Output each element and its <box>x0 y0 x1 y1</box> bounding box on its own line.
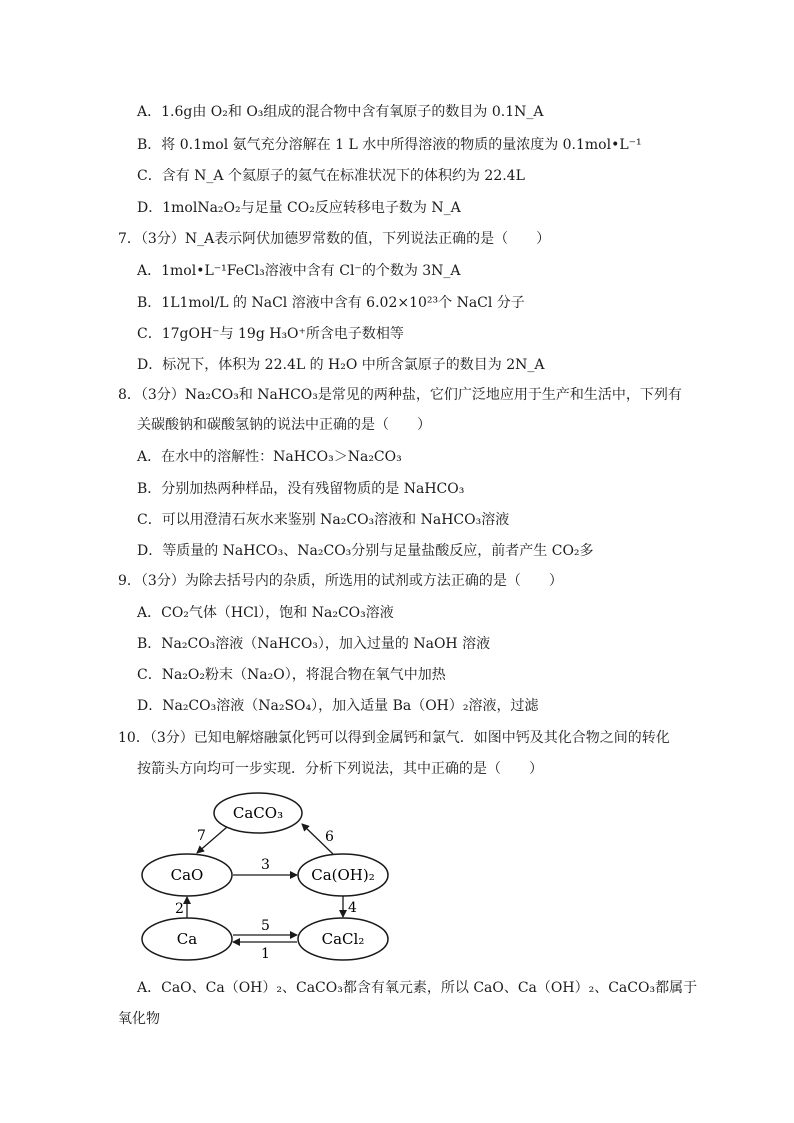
node-caoh2-label: Ca(OH)₂ <box>311 866 375 884</box>
arrow-2-label: 2 <box>175 901 184 917</box>
q10-stem-line1: 10．（3分）已知电解熔融氯化钙可以得到金属钙和氯气．如图中钙及其化合物之间的转化 <box>118 730 670 746</box>
q6-option-a: A．1.6g由 O₂和 O₃组成的混合物中含有氧原子的数目为 0.1N_A <box>137 104 544 120</box>
node-cao <box>142 854 232 896</box>
node-caco3-label: CaCO₃ <box>232 804 284 822</box>
q10-option-a-line2: 氧化物 <box>118 1011 160 1027</box>
q7-option-c: C．17gOH⁻与 19g H₃O⁺所含电子数相等 <box>137 326 404 342</box>
arrow-1-label: 1 <box>261 946 270 962</box>
q8-option-c: C．可以用澄清石灰水来鉴别 Na₂CO₃溶液和 NaHCO₃溶液 <box>137 512 510 528</box>
q10-option-a-line1: A．CaO、Ca（OH）₂、CaCO₃都含有氧元素，所以 CaO、Ca（OH）₂、CaCO₃都属于 <box>137 980 698 996</box>
q7-option-b: B．1L1mol/L 的 NaCl 溶液中含有 6.02×10²³个 NaCl 分子 <box>137 295 525 311</box>
calcium-conversion-diagram <box>135 785 405 965</box>
q9-stem: 9．（3分）为除去括号内的杂质，所选用的试剂或方法正确的是（ ） <box>118 573 563 589</box>
arrow-4-label: 4 <box>348 900 357 916</box>
q8-option-d: D．等质量的 NaHCO₃、Na₂CO₃分别与足量盐酸反应，前者产生 CO₂多 <box>137 543 594 559</box>
q7-option-d: D．标况下，体积为 22.4L 的 H₂O 中所含氯原子的数目为 2N_A <box>137 357 545 373</box>
q9-option-b: B．Na₂CO₃溶液（NaHCO₃），加入过量的 NaOH 溶液 <box>137 636 491 652</box>
arrow-3-label: 3 <box>261 857 270 873</box>
q8-option-b: B．分别加热两种样品，没有残留物质的是 NaHCO₃ <box>137 481 465 497</box>
q6-option-d: D．1molNa₂O₂与足量 CO₂反应转移电子数为 N_A <box>137 200 461 216</box>
node-cao-label: CaO <box>170 866 204 884</box>
q6-option-b: B．将 0.1mol 氨气充分溶解在 1 L 水中所得溶液的物质的量浓度为 0.1mol•L⁻¹ <box>137 137 642 153</box>
q9-option-a: A．CO₂气体（HCl），饱和 Na₂CO₃溶液 <box>137 605 394 621</box>
node-cacl2-label: CaCl₂ <box>321 930 365 948</box>
q9-option-c: C．Na₂O₂粉末（Na₂O），将混合物在氧气中加热 <box>137 667 446 683</box>
q7-stem: 7．（3分）N_A表示阿伏加德罗常数的值，下列说法正确的是（ ） <box>118 231 551 247</box>
q8-stem-line2: 关碳酸钠和碳酸氢钠的说法中正确的是（ ） <box>137 417 431 433</box>
q7-option-a: A．1mol•L⁻¹FeCl₃溶液中含有 Cl⁻的个数为 3N_A <box>137 263 461 279</box>
node-caco3 <box>214 793 302 833</box>
node-cacl2 <box>298 918 388 960</box>
arrow-7-label: 7 <box>197 828 206 844</box>
q8-option-a: A．在水中的溶解性：NaHCO₃＞Na₂CO₃ <box>137 449 402 465</box>
arrow-6-label: 6 <box>325 829 334 845</box>
q6-option-c: C．含有 N_A 个氦原子的氦气在标准状况下的体积约为 22.4L <box>137 168 525 184</box>
q8-stem-line1: 8．（3分）Na₂CO₃和 NaHCO₃是常见的两种盐，它们广泛地应用于生产和生活中，下列有 <box>118 387 682 403</box>
node-ca-label: Ca <box>176 930 198 948</box>
node-ca <box>142 918 232 960</box>
q9-option-d: D．Na₂CO₃溶液（Na₂SO₄），加入适量 Ba（OH）₂溶液，过滤 <box>137 698 539 714</box>
q10-stem-line2: 按箭头方向均可一步实现．分析下列说法，其中正确的是（ ） <box>137 761 543 777</box>
arrow-5-label: 5 <box>261 918 270 934</box>
node-caoh2 <box>298 854 388 896</box>
